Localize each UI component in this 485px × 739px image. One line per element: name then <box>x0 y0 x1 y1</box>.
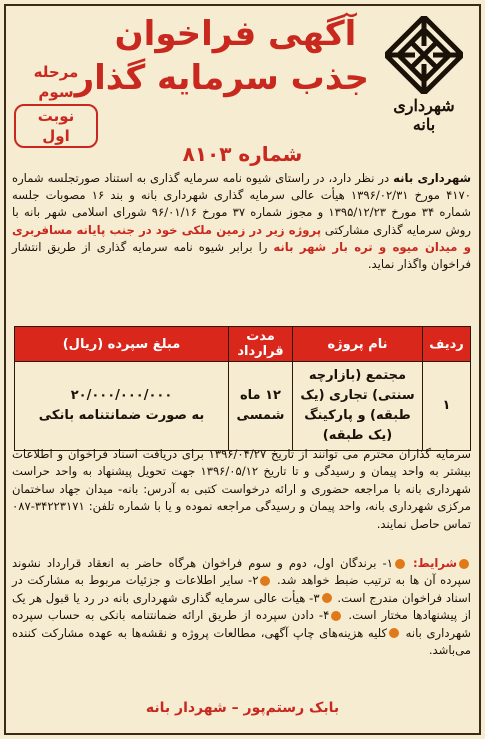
table-row <box>15 362 471 451</box>
bullet-icon <box>331 611 341 621</box>
condition-3: ۳- هیأت عالی سرمایه گذاری شهرداری بانه در رد یا قبول هر یک از پیشنهادها مختار است. <box>12 590 472 623</box>
header-index: ردیف <box>423 327 471 362</box>
logo-caption: شهرداری بانه <box>393 96 455 134</box>
bullet-icon <box>459 559 469 569</box>
projects-table <box>14 326 471 451</box>
stage-label: مرحله سوم <box>33 63 79 101</box>
cell-index: ۱ <box>423 362 471 451</box>
intro-project: پروژه زیر در زمین ملکی خود در جنب پایانه مسافربری و میدان میوه و تره بار شهر بانه <box>12 222 471 254</box>
cell-duration: ۱۲ ماه شمسی <box>229 362 293 451</box>
conditions-paragraph <box>12 555 471 659</box>
condition-4: ۴- دادن سپرده از طریق ارائه ضمانتنامه بانکی به حساب سپرده شهرداری بانه <box>12 608 471 640</box>
header-duration: مدت قرارداد <box>229 327 293 362</box>
municipality-logo <box>383 16 465 134</box>
bullet-icon <box>322 593 332 603</box>
notice-number: شماره ۸۱۰۳ <box>182 142 303 166</box>
banner-knot-icon <box>385 16 463 94</box>
bullet-icon <box>395 559 405 569</box>
bullet-icon <box>389 628 399 638</box>
title-line-2: جذب سرمایه گذار <box>74 58 369 98</box>
intro-paragraph <box>12 170 471 273</box>
title-block <box>74 12 369 100</box>
intro-text-2: را برابر شیوه نامه سرمایه گذاری از طریق انتشار فراخوان واگذار نماید. <box>12 239 471 272</box>
cell-deposit <box>15 362 229 451</box>
table-header-row <box>15 327 471 362</box>
header-deposit: مبلغ سپرده (ریال) <box>15 327 229 362</box>
intro-text-1: در نظر دارد، در راستای شیوه نامه سرمایه گذاری به استناد صورتجلسه شماره ۴۱۷۰ مورخ ۱۳۹۶/۰۲/۳۱ هیأت عالی سرمایه گذاری شهرداری بانه و بند ۱۶ مصوبات جلسه شماره ۳۴ مورخ ۱۳۹۵/۱۲/۲۳ و مجوز شماره ۳۷ مورخ ۹۶/۰۱/۱۶ شورای اسلامی شهر بانه با روش سرمایه گذاری مشارکتی <box>12 171 472 237</box>
deposit-amount: ۲۰/۰۰۰/۰۰۰/۰۰۰ <box>70 388 173 403</box>
bullet-icon <box>260 576 270 586</box>
intro-lead: شهرداری بانه <box>393 171 471 185</box>
stage-badge <box>14 62 98 148</box>
condition-1: ۱- برندگان اول، دوم و سوم فراخوان هرگاه حاضر به انعقاد قرارداد نشوند سپرده آن ها به ترتیب ضبط خواهد شد. <box>12 556 471 588</box>
condition-2: ۲- سایر اطلاعات و جزئیات مربوط به مشارکت در اسناد فراخوان مندرج است. <box>12 573 471 605</box>
title-line-1: آگهی فراخوان <box>114 14 357 54</box>
signature-line: بابک رستم‌پور – شهردار بانه <box>145 700 340 716</box>
header-project-name: نام پروژه <box>293 327 423 362</box>
condition-5: کلیه هزینه‌های چاپ آگهی، مطالعات پروژه و نقشه‌ها به عهده مشارکت کننده می‌باشد. <box>12 625 471 658</box>
conditions-heading: شرایط: <box>413 556 458 570</box>
instructions-paragraph: سرمایه گذاران محترم می توانند از تاریخ ۱۳۹۶/۰۴/۲۷ برای دریافت اسناد فراخوان و اطلاعات بیشتر به واحد پیمان و رسیدگی و تا تاریخ ۱۳۹۶/۰۵/۱۲ جهت تحویل پیشنهاد به واحد حراست شهرداری بانه با مراجعه حضوری و ارائه درخواست کتبی به آدرس: بانه- میدان جهاد ساختمان مرکزی شهرداری بانه، واحد پیمان و رسیدگی مراجعه نموده و یا با شماره تلفن: ۳۴۲۲۳۱۷۱-۰۸۷ تماس حاصل نمایند. <box>12 447 471 531</box>
round-label: نوبت اول <box>14 104 98 148</box>
deposit-form: به صورت ضمانتنامه بانکی <box>38 408 205 423</box>
cell-project-name: مجتمع (بازارچه سنتی) تجاری (یک طبقه) و پارکینگ (یک طبقه) <box>293 362 423 451</box>
notice-header <box>6 6 479 145</box>
